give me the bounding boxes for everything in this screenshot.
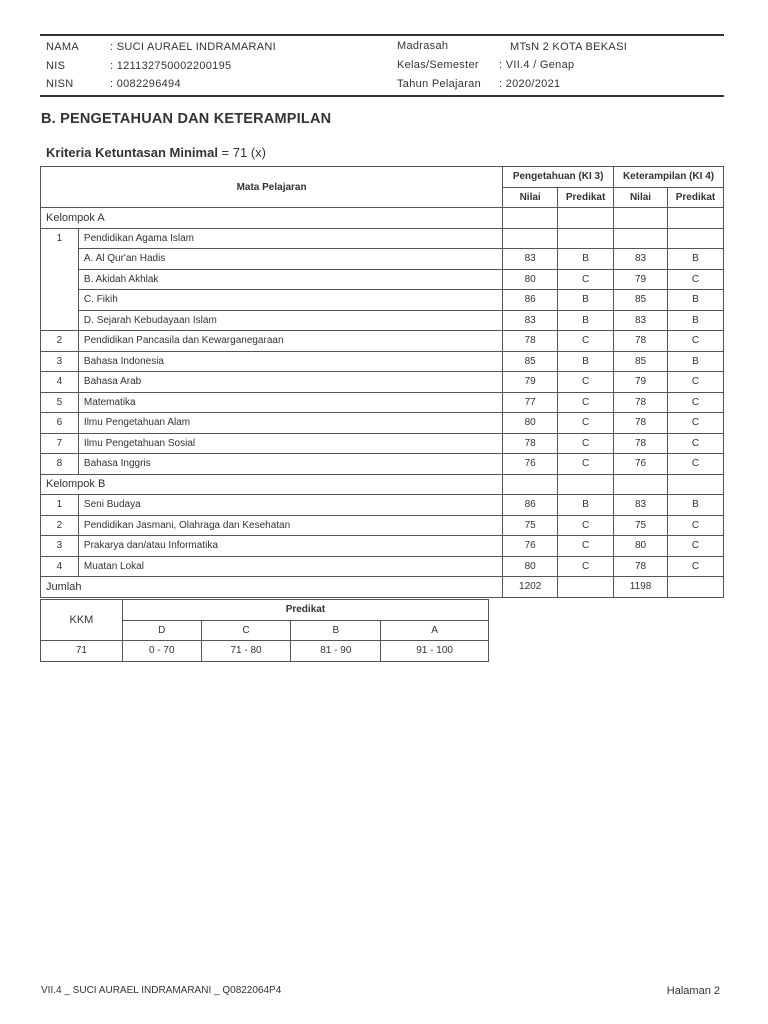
table-row xyxy=(41,269,724,290)
table-row xyxy=(41,249,724,270)
predikat-pengetahuan: B xyxy=(558,310,614,331)
predikat-keterampilan: C xyxy=(667,331,723,352)
empty-cell xyxy=(667,474,723,495)
predikat-pengetahuan: C xyxy=(558,556,614,577)
predikat-pengetahuan: C xyxy=(558,413,614,434)
grade-d: D xyxy=(122,620,201,641)
empty-cell xyxy=(667,228,723,249)
nilai-keterampilan: 83 xyxy=(614,495,668,516)
subject-name: Pendidikan Jasmani, Olahraga dan Kesehatan xyxy=(78,515,502,536)
jumlah-keterampilan: 1198 xyxy=(614,577,668,598)
subject-name: Prakarya dan/atau Informatika xyxy=(78,536,502,557)
nilai-pengetahuan: 78 xyxy=(503,433,558,454)
row-number: 8 xyxy=(41,454,79,475)
predikat-keterampilan: C xyxy=(667,269,723,290)
nilai-keterampilan: 79 xyxy=(614,372,668,393)
predikat-pengetahuan: C xyxy=(558,372,614,393)
table-row xyxy=(41,228,724,249)
empty-cell xyxy=(503,228,558,249)
predikat-pengetahuan: B xyxy=(558,351,614,372)
nilai-keterampilan: 78 xyxy=(614,413,668,434)
header-top-rule xyxy=(40,34,724,36)
nilai-keterampilan: 79 xyxy=(614,269,668,290)
row-number: 7 xyxy=(41,433,79,454)
subject-name: Matematika xyxy=(78,392,502,413)
table-row xyxy=(41,351,724,372)
tahun-value: : 2020/2021 xyxy=(499,78,561,90)
empty-cell xyxy=(558,577,614,598)
predikat-pengetahuan: C xyxy=(558,269,614,290)
predikat-pengetahuan: C xyxy=(558,433,614,454)
row-number: 4 xyxy=(41,372,79,393)
grade-c: C xyxy=(201,620,291,641)
kelompok-b-label: Kelompok B xyxy=(41,474,503,495)
range-row xyxy=(41,641,489,662)
nilai-header: Nilai xyxy=(503,187,558,208)
empty-cell xyxy=(614,208,668,229)
predikat-keterampilan: B xyxy=(667,351,723,372)
header-row-1 xyxy=(41,167,724,188)
subject-name: Bahasa Indonesia xyxy=(78,351,502,372)
predikat-pengetahuan: B xyxy=(558,249,614,270)
predikat-keterampilan: C xyxy=(667,413,723,434)
kelompok-a-label: Kelompok A xyxy=(41,208,503,229)
subject-name: Pendidikan Pancasila dan Kewarganegaraan xyxy=(78,331,502,352)
nilai-pengetahuan: 83 xyxy=(503,249,558,270)
nilai-pengetahuan: 78 xyxy=(503,331,558,352)
jumlah-label: Jumlah xyxy=(41,577,503,598)
grade-b: B xyxy=(291,620,381,641)
kelas-value: : VII.4 / Genap xyxy=(499,59,575,71)
subject-name: Pendidikan Agama Islam xyxy=(78,228,502,249)
predikat-keterampilan: C xyxy=(667,392,723,413)
subject-name: C. Fikih xyxy=(78,290,502,311)
predikat-keterampilan: C xyxy=(667,454,723,475)
table-row xyxy=(41,515,724,536)
empty-cell xyxy=(558,208,614,229)
nilai-keterampilan: 80 xyxy=(614,536,668,557)
kkm-header: KKM xyxy=(41,600,123,641)
grade-a: A xyxy=(381,620,489,641)
mata-pelajaran-header: Mata Pelajaran xyxy=(41,167,503,208)
subject-name: Ilmu Pengetahuan Alam xyxy=(78,413,502,434)
madrasah-label: Madrasah xyxy=(397,40,449,52)
predikat-keterampilan: C xyxy=(667,515,723,536)
row-number: 6 xyxy=(41,413,79,434)
predikat-pengetahuan: B xyxy=(558,495,614,516)
predikat-range-header: Predikat xyxy=(122,600,488,621)
nilai-pengetahuan: 86 xyxy=(503,495,558,516)
madrasah-value: MTsN 2 KOTA BEKASI xyxy=(510,41,628,53)
nilai-keterampilan: 83 xyxy=(614,310,668,331)
subject-name: Bahasa Arab xyxy=(78,372,502,393)
kkm-predikat-table xyxy=(40,599,489,662)
empty-cell xyxy=(667,208,723,229)
row-number: 2 xyxy=(41,331,79,352)
table-row xyxy=(41,495,724,516)
nilai-pengetahuan: 80 xyxy=(503,556,558,577)
nilai-keterampilan: 78 xyxy=(614,392,668,413)
table-row xyxy=(41,392,724,413)
row-number: 2 xyxy=(41,515,79,536)
tahun-label: Tahun Pelajaran xyxy=(397,78,482,90)
predikat-keterampilan: C xyxy=(667,556,723,577)
predikat-keterampilan: C xyxy=(667,433,723,454)
nilai-pengetahuan: 86 xyxy=(503,290,558,311)
header-bottom-rule xyxy=(40,95,724,97)
predikat-keterampilan: B xyxy=(667,495,723,516)
empty-cell xyxy=(558,228,614,249)
nilai-keterampilan: 75 xyxy=(614,515,668,536)
nama-value: : SUCI AURAEL INDRAMARANI xyxy=(110,41,277,53)
nis-value: : 121132750002200195 xyxy=(110,60,232,72)
table-row xyxy=(41,536,724,557)
kkm-line xyxy=(46,145,266,160)
range-d: 0 - 70 xyxy=(122,641,201,662)
nilai-pengetahuan: 75 xyxy=(503,515,558,536)
empty-cell xyxy=(558,474,614,495)
section-title: B. PENGETAHUAN DAN KETERAMPILAN xyxy=(41,111,332,127)
nilai-header: Nilai xyxy=(614,187,668,208)
table-row xyxy=(41,310,724,331)
row-number: 4 xyxy=(41,556,79,577)
predikat-header: Predikat xyxy=(667,187,723,208)
keterampilan-header: Keterampilan (KI 4) xyxy=(614,167,724,188)
subject-name: B. Akidah Akhlak xyxy=(78,269,502,290)
subject-name: Seni Budaya xyxy=(78,495,502,516)
predikat-keterampilan: B xyxy=(667,290,723,311)
empty-cell xyxy=(667,577,723,598)
page-number: Halaman 2 xyxy=(666,985,720,997)
nilai-keterampilan: 76 xyxy=(614,454,668,475)
table-row xyxy=(41,290,724,311)
predikat-keterampilan: B xyxy=(667,310,723,331)
row-number: 5 xyxy=(41,392,79,413)
predikat-header: Predikat xyxy=(558,187,614,208)
nilai-pengetahuan: 76 xyxy=(503,454,558,475)
subject-name: A. Al Qur'an Hadis xyxy=(78,249,502,270)
kkm-line-label: Kriteria Ketuntasan Minimal xyxy=(46,145,218,160)
row-number: 3 xyxy=(41,351,79,372)
row-number: 1 xyxy=(41,495,79,516)
nilai-keterampilan: 78 xyxy=(614,433,668,454)
nilai-keterampilan: 85 xyxy=(614,290,668,311)
nilai-pengetahuan: 80 xyxy=(503,413,558,434)
predikat-pengetahuan: C xyxy=(558,515,614,536)
row-number: 1 xyxy=(41,228,79,331)
kkm-line-value: = 71 (x) xyxy=(217,145,266,160)
kelas-label: Kelas/Semester xyxy=(397,59,479,71)
predikat-pengetahuan: C xyxy=(558,392,614,413)
nilai-pengetahuan: 85 xyxy=(503,351,558,372)
subject-name: Bahasa Inggris xyxy=(78,454,502,475)
kkm-value: 71 xyxy=(41,641,123,662)
subject-name: D. Sejarah Kebudayaan Islam xyxy=(78,310,502,331)
predikat-pengetahuan: B xyxy=(558,290,614,311)
nisn-label: NISN xyxy=(46,78,74,90)
row-number: 3 xyxy=(41,536,79,557)
kkm-header-row xyxy=(41,600,489,621)
nis-label: NIS xyxy=(46,60,66,72)
table-row xyxy=(41,331,724,352)
range-c: 71 - 80 xyxy=(201,641,291,662)
empty-cell xyxy=(503,474,558,495)
nilai-pengetahuan: 83 xyxy=(503,310,558,331)
predikat-pengetahuan: C xyxy=(558,454,614,475)
nilai-pengetahuan: 77 xyxy=(503,392,558,413)
nama-label: NAMA xyxy=(46,41,79,53)
table-row xyxy=(41,556,724,577)
nilai-pengetahuan: 79 xyxy=(503,372,558,393)
nilai-keterampilan: 78 xyxy=(614,331,668,352)
predikat-keterampilan: C xyxy=(667,536,723,557)
pengetahuan-header: Pengetahuan (KI 3) xyxy=(503,167,614,188)
nilai-keterampilan: 78 xyxy=(614,556,668,577)
jumlah-row xyxy=(41,577,724,598)
predikat-keterampilan: C xyxy=(667,372,723,393)
subject-name: Ilmu Pengetahuan Sosial xyxy=(78,433,502,454)
table-row xyxy=(41,413,724,434)
jumlah-pengetahuan: 1202 xyxy=(503,577,558,598)
nilai-pengetahuan: 80 xyxy=(503,269,558,290)
range-b: 81 - 90 xyxy=(291,641,381,662)
empty-cell xyxy=(614,474,668,495)
grades-table xyxy=(40,166,724,598)
table-row xyxy=(41,433,724,454)
predikat-pengetahuan: C xyxy=(558,536,614,557)
empty-cell xyxy=(614,228,668,249)
nisn-value: : 0082296494 xyxy=(110,78,181,90)
footer-left: VII.4 _ SUCI AURAEL INDRAMARANI _ Q0822064P4 xyxy=(41,985,282,996)
table-row xyxy=(41,454,724,475)
range-a: 91 - 100 xyxy=(381,641,489,662)
kelompok-a-row xyxy=(41,208,724,229)
predikat-pengetahuan: C xyxy=(558,331,614,352)
table-row xyxy=(41,372,724,393)
nilai-pengetahuan: 76 xyxy=(503,536,558,557)
subject-name: Muatan Lokal xyxy=(78,556,502,577)
kelompok-b-row xyxy=(41,474,724,495)
predikat-keterampilan: B xyxy=(667,249,723,270)
nilai-keterampilan: 85 xyxy=(614,351,668,372)
empty-cell xyxy=(503,208,558,229)
nilai-keterampilan: 83 xyxy=(614,249,668,270)
